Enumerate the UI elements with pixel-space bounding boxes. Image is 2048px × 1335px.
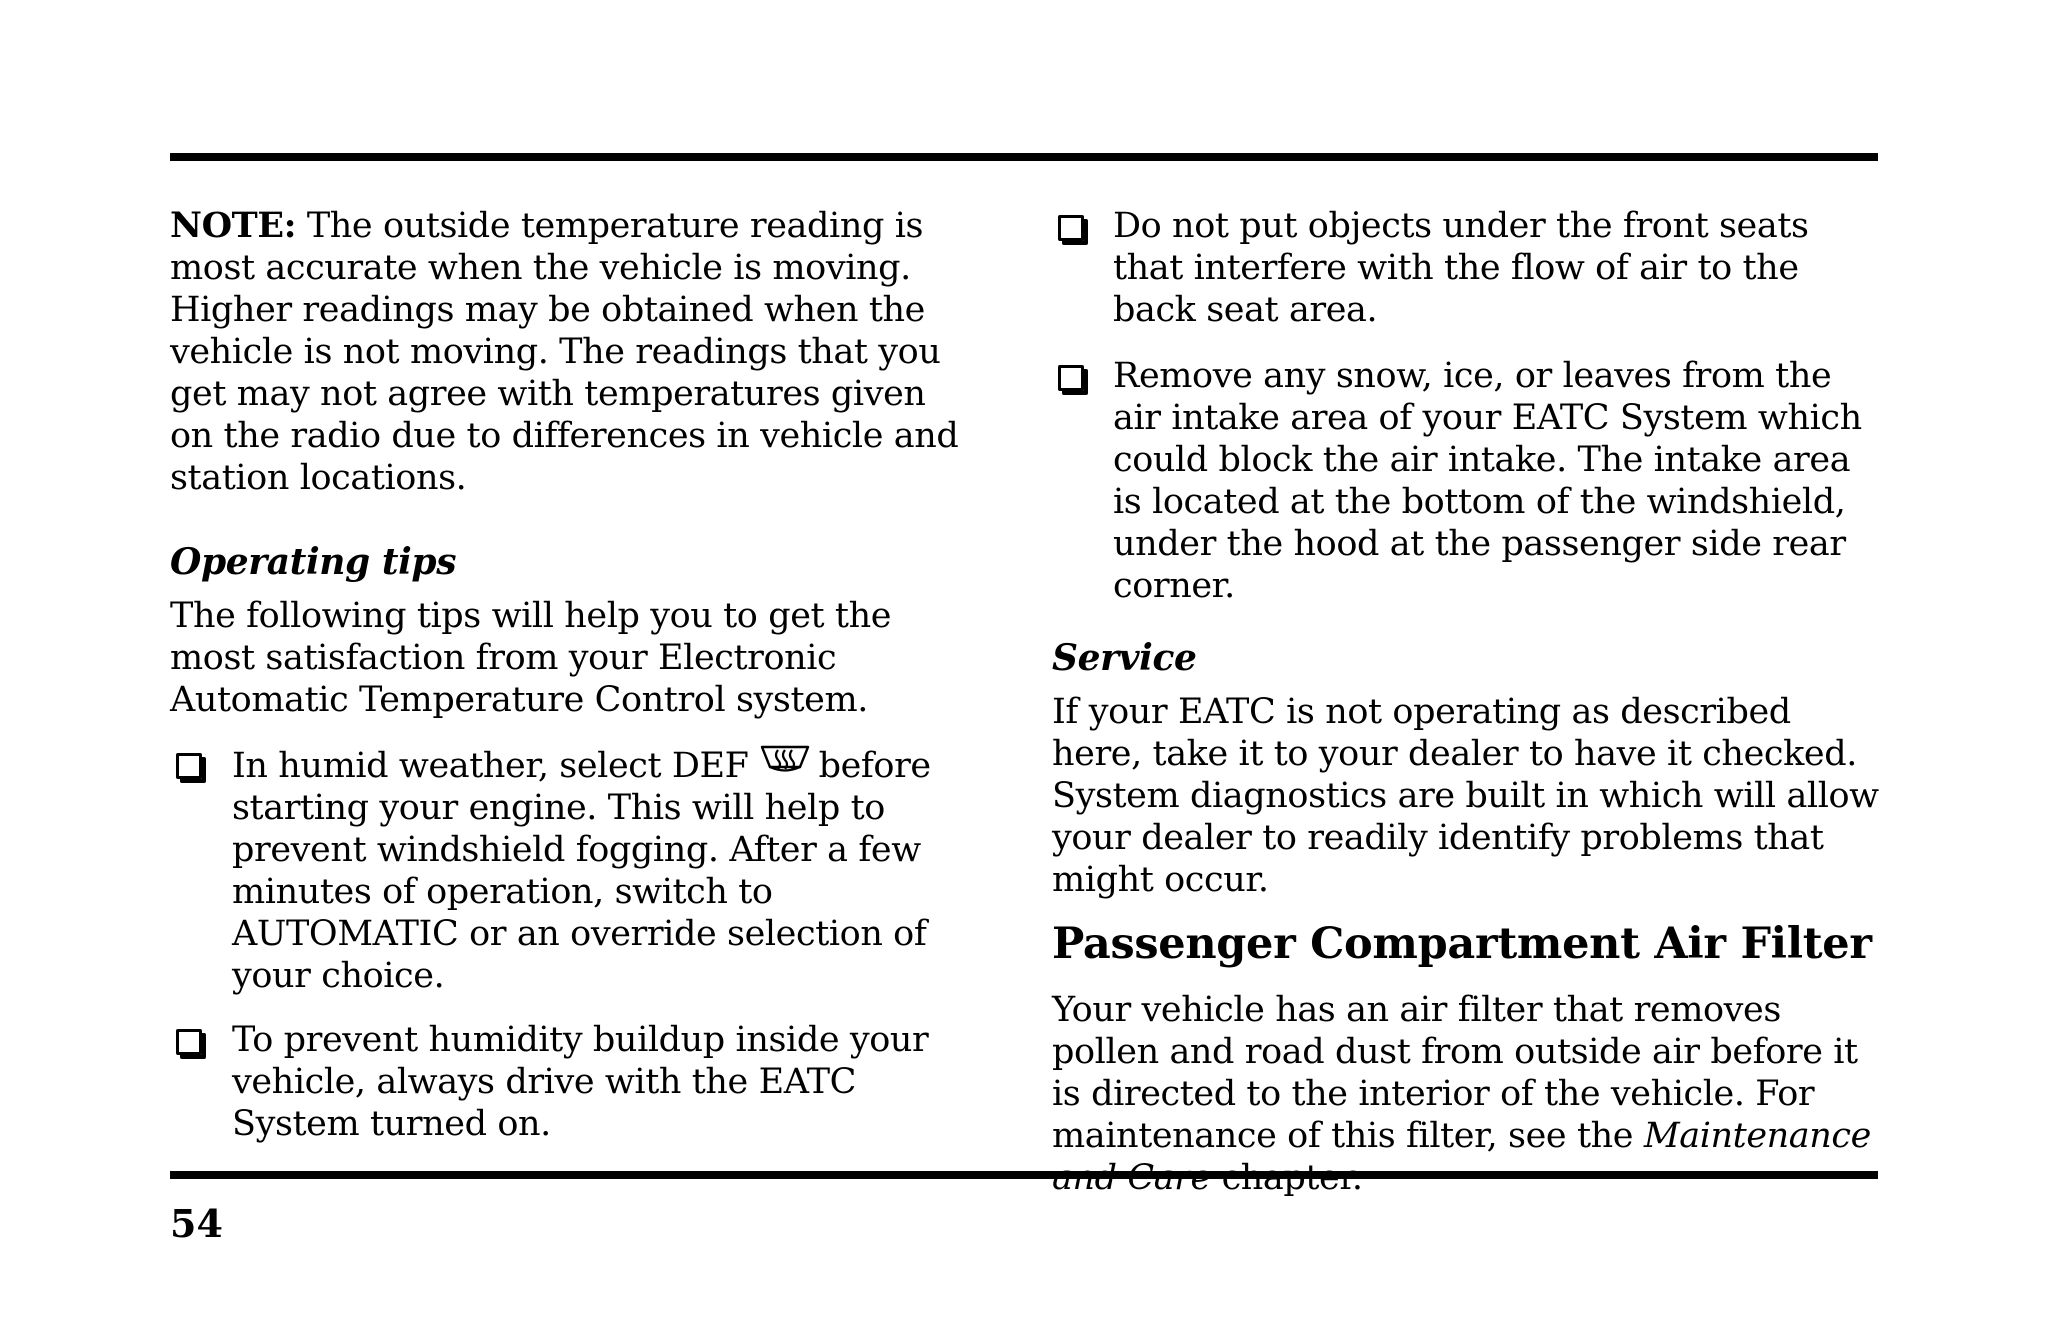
checkbox-bullet-icon <box>1058 365 1084 391</box>
operating-tips-heading: Operating tips <box>170 541 457 583</box>
tip-humid-text-end: before starting your engine. This will help to prevent windshield fogging. After a few minutes of operation, switch to AUTOMATIC or an override selection of your choice. <box>232 746 931 996</box>
air-filter-text-start: Your vehicle has an air filter that removes pollen and road dust from outside air before it is directed to the interior of the vehicle. For maintenance of this filter, see the <box>1052 990 1858 1156</box>
bottom-rule <box>170 1171 1878 1179</box>
checkbox-bullet-icon <box>176 1029 202 1055</box>
tip-air-intake-text: Remove any snow, ice, or leaves from the air intake area of your EATC System which could block the air intake. The intake area is located at the bottom of the windshield, under the hood at the passenger side rear corner. <box>1113 356 1862 606</box>
tip-air-intake <box>1052 355 1884 607</box>
air-filter-heading: Passenger Compartment Air Filter <box>1052 919 1872 969</box>
operating-tips-intro: The following tips will help you to get the most satisfaction from your Electronic Automatic Temperature Control system. <box>170 596 892 720</box>
service-heading: Service <box>1052 637 1197 679</box>
tip-front-seats-text: Do not put objects under the front seats that interfere with the flow of air to the back seat area. <box>1113 206 1809 330</box>
defrost-icon <box>759 743 811 779</box>
note-text: The outside temperature reading is most accurate when the vehicle is moving. Higher readings may be obtained when the vehicle is not moving. The readings that you get may not agree with temperatures given on the radio due to differences in vehicle and station locations. <box>170 206 959 498</box>
checkbox-bullet-icon <box>1058 215 1084 241</box>
tip-humid-text-start: In humid weather, select DEF <box>232 746 749 786</box>
tip-humid-weather <box>170 743 970 997</box>
tip-front-seats <box>1052 205 1884 331</box>
tip-humidity-text: To prevent humidity buildup inside your vehicle, always drive with the EATC System turned on. <box>232 1020 929 1144</box>
left-column <box>170 205 970 1145</box>
tip-humidity-buildup <box>170 1019 970 1145</box>
air-filter-text <box>1052 989 1884 1199</box>
maintenance-chapter-reference: Maintenance <box>1643 1116 1871 1156</box>
note-label: NOTE: <box>170 205 297 246</box>
checkbox-bullet-icon <box>176 753 202 779</box>
page-number: 54 <box>170 1201 223 1246</box>
service-text: If your EATC is not operating as described here, take it to your dealer to have it checked. System diagnostics are built in which will allow your dealer to readily identify problems that might occur. <box>1052 692 1879 900</box>
right-column <box>1052 205 1884 1199</box>
note-paragraph <box>170 205 970 499</box>
top-rule <box>170 153 1878 161</box>
